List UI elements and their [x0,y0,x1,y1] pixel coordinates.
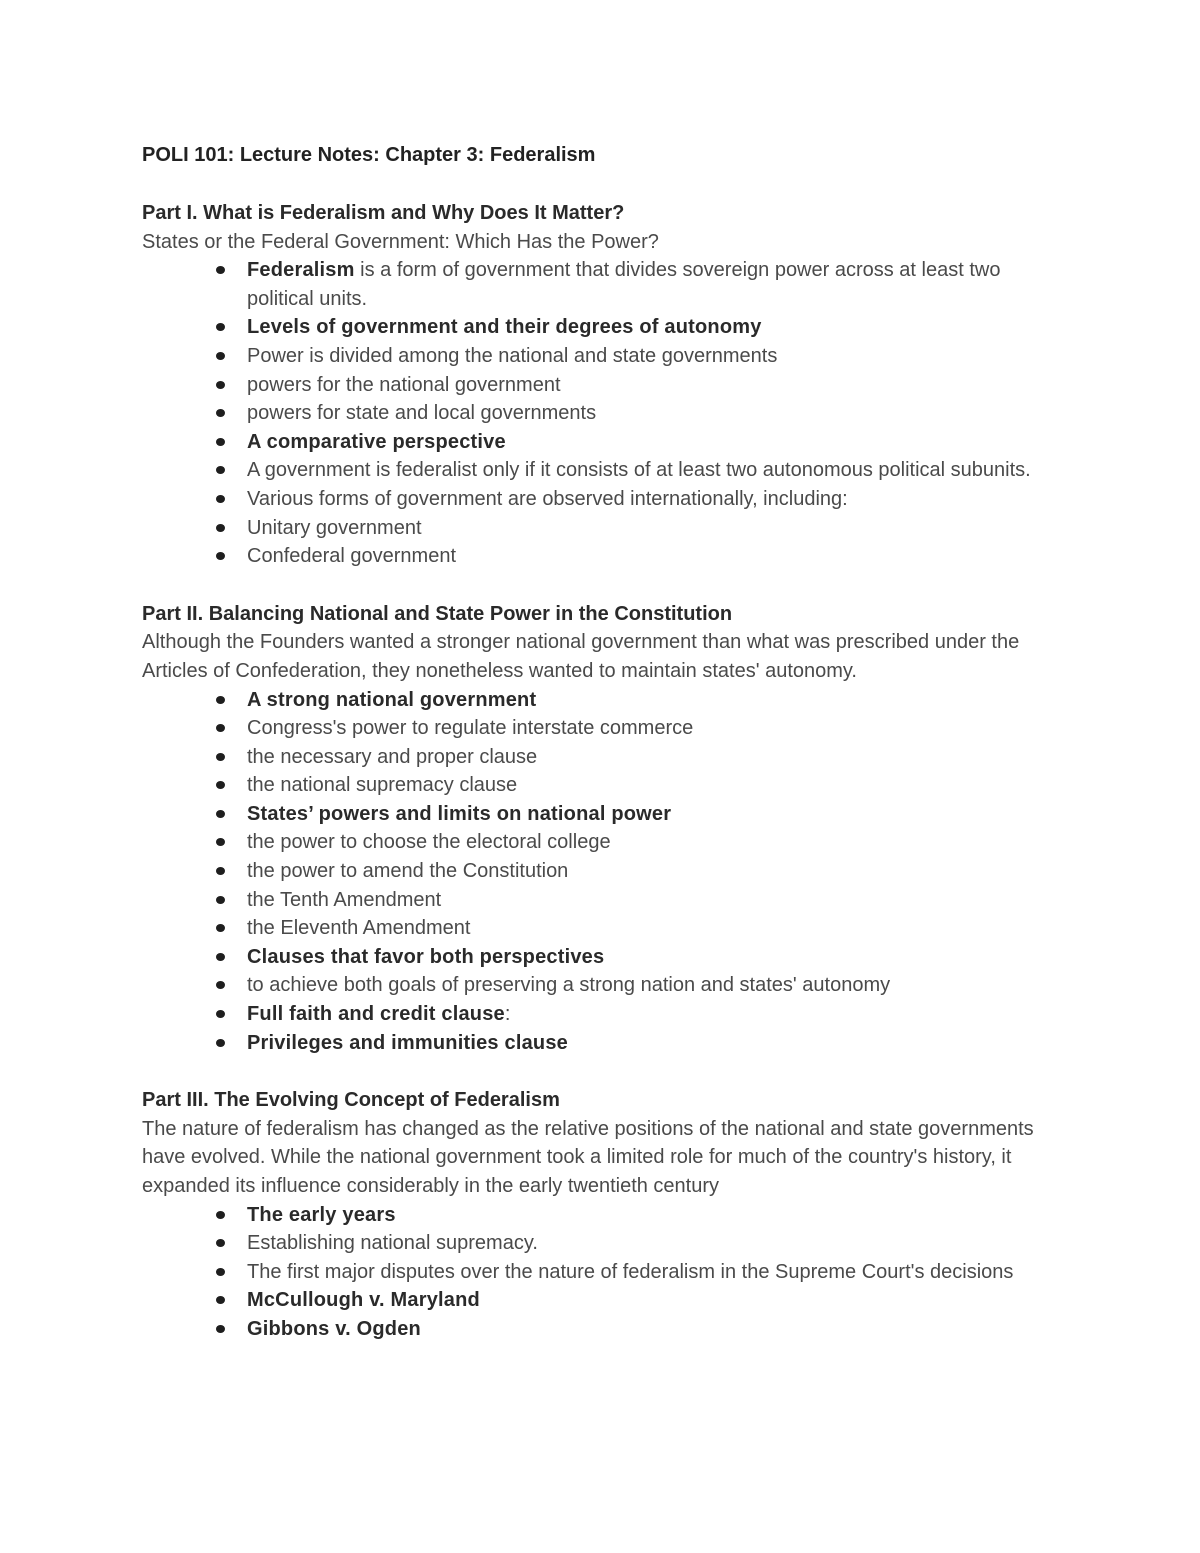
bullet-icon [216,838,225,846]
bullet-icon [216,438,225,446]
section-heading: Part I. What is Federalism and Why Does It Matter? [142,202,625,224]
document-page [142,140,1072,1344]
bullet-item [247,1286,1072,1315]
bullet-item [247,1229,1072,1258]
bullet-item [247,743,1072,772]
bullet-icon [216,1325,225,1333]
bullet-text: the national supremacy clause [247,774,518,797]
bullet-icon [216,352,225,360]
bullet-icon [216,381,225,389]
bullet-item [247,1201,1072,1230]
bullet-bold-text: Levels of government and their degrees of autonomy [247,316,762,339]
bullet-icon [216,1211,225,1219]
bullet-text: powers for state and local governments [247,402,597,425]
bullet-item [247,399,1072,428]
bullet-icon [216,924,225,932]
bullet-item [247,800,1072,829]
bullet-list [142,1201,1072,1344]
bullet-icon [216,466,225,474]
bullet-item [247,1258,1072,1287]
bullet-bold-text: A strong national government [247,688,537,711]
bullet-bold-text: Clauses that favor both perspectives [247,945,605,968]
bullet-icon [216,867,225,875]
spacer [142,571,1072,600]
bullet-text: The first major disputes over the nature of federalism in the Supreme Court's decisions [247,1260,1014,1283]
bullet-bold-text: Federalism [247,259,355,282]
bullet-icon [216,953,225,961]
bullet-item [247,914,1072,943]
bullet-text: A government is federalist only if it consists of at least two autonomous political subunits. [247,459,1031,482]
bullet-text: to achieve both goals of preserving a strong nation and states' autonomy [247,974,891,997]
bullet-item [247,313,1072,342]
bullet-item [247,971,1072,1000]
bullet-bold-text: McCullough v. Maryland [247,1289,480,1312]
document-title: POLI 101: Lecture Notes: Chapter 3: Federalism [142,144,596,166]
bullet-item [247,485,1072,514]
bullet-bold-text: The early years [247,1203,396,1226]
bullet-icon [216,810,225,818]
document-body [142,199,1072,1344]
bullet-icon [216,753,225,761]
bullet-icon [216,495,225,503]
bullet-item [247,943,1072,972]
bullet-bold-text: Full faith and credit clause [247,1003,505,1026]
bullet-item [247,857,1072,886]
bullet-icon [216,409,225,417]
bullet-text: Various forms of government are observed internationally, including: [247,487,848,510]
bullet-icon [216,1296,225,1304]
bullet-text: the necessary and proper clause [247,745,538,768]
section-intro: The nature of federalism has changed as the relative positions of the national and state governments have evolved. While the national government took a limited role for much of the country's history, it expanded its influence considerably in the early twentieth century [142,1117,1034,1197]
bullet-icon [216,896,225,904]
bullet-item [247,456,1072,485]
bullet-text: Congress's power to regulate interstate commerce [247,717,694,740]
bullet-icon [216,266,225,274]
bullet-item [247,1000,1072,1029]
bullet-list [142,256,1072,571]
bullet-bold-text: Privileges and immunities clause [247,1031,568,1054]
bullet-bold-text: Gibbons v. Ogden [247,1317,421,1340]
section-intro: Although the Founders wanted a stronger national government than what was prescribed under the Articles of Confederation, they nonetheless wanted to maintain states' autonomy. [142,631,1020,682]
bullet-text: the Eleventh Amendment [247,917,471,940]
bullet-item [247,542,1072,571]
bullet-icon [216,1010,225,1018]
bullet-item [247,256,1072,313]
section-1 [142,199,1072,600]
bullet-text: Establishing national supremacy. [247,1232,538,1255]
section-3 [142,1086,1072,1343]
section-intro: States or the Federal Government: Which Has the Power? [142,230,659,253]
bullet-icon [216,524,225,532]
bullet-icon [216,724,225,732]
bullet-item [247,1029,1072,1058]
spacer [142,1057,1072,1086]
bullet-item [247,771,1072,800]
bullet-bold-text: A comparative perspective [247,430,506,453]
section-heading: Part III. The Evolving Concept of Federalism [142,1089,560,1112]
bullet-item [247,371,1072,400]
bullet-text: : [504,1003,511,1026]
bullet-list [142,686,1072,1058]
bullet-icon [216,981,225,989]
bullet-item [247,342,1072,371]
spacer [142,170,1072,199]
bullet-item [247,428,1072,457]
section-heading: Part II. Balancing National and State Power in the Constitution [142,602,733,625]
bullet-text: powers for the national government [247,373,561,396]
bullet-item [247,686,1072,715]
bullet-icon [216,323,225,331]
bullet-bold-text: States’ powers and limits on national power [247,802,672,825]
bullet-text: Power is divided among the national and state governments [247,344,778,367]
bullet-text: the power to amend the Constitution [247,860,569,883]
bullet-item [247,714,1072,743]
bullet-item [247,886,1072,915]
section-2 [142,600,1072,1087]
bullet-icon [216,552,225,560]
bullet-item [247,1315,1072,1344]
bullet-text: the power to choose the electoral college [247,831,611,854]
bullet-icon [216,781,225,789]
bullet-icon [216,696,225,704]
bullet-item [247,514,1072,543]
bullet-text: Unitary government [247,516,422,539]
bullet-icon [216,1239,225,1247]
bullet-item [247,828,1072,857]
bullet-icon [216,1268,225,1276]
bullet-text: is a form of government that divides sovereign power across at least two political units. [247,259,1001,310]
bullet-icon [216,1039,225,1047]
bullet-text: the Tenth Amendment [247,888,442,911]
bullet-text: Confederal government [247,545,457,568]
